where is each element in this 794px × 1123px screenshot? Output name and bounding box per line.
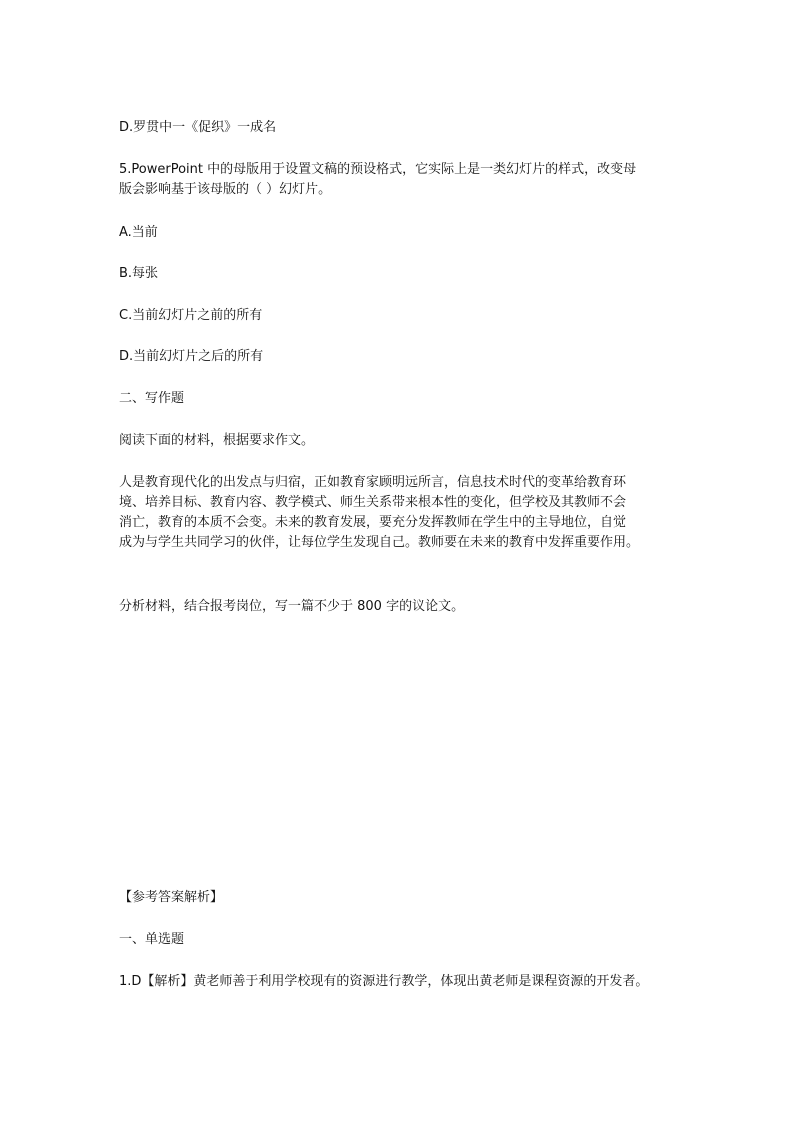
q5-stem-line: 版会影响基于该母版的（ ）幻灯片。 <box>119 182 332 197</box>
answers-section-title: 一、单选题 <box>119 932 185 947</box>
q5-option-b: B.每张 <box>119 266 159 281</box>
q5-stem-line: 5.PowerPoint 中的母版用于设置文稿的预设格式，它实际上是一类幻灯片的样式，改变母 <box>119 162 637 177</box>
answer-item-1: 1.D【解析】黄老师善于利用学校现有的资源进行教学，体现出黄老师是课程资源的开发者。 <box>119 974 649 989</box>
material-line: 成为与学生共同学习的伙伴，让每位学生发现自己。教师要在未来的教育中发挥重要作用。 <box>119 535 640 550</box>
material-line: 境、培养目标、教育内容、教学模式、师生关系带来根本性的变化，但学校及其教师不会 <box>119 495 627 510</box>
writing-material <box>119 473 699 553</box>
writing-section-title: 二、写作题 <box>119 391 185 406</box>
q5-option-c: C.当前幻灯片之前的所有 <box>119 308 263 323</box>
writing-instruction: 阅读下面的材料，根据要求作文。 <box>119 433 315 448</box>
answers-heading: 【参考答案解析】 <box>119 890 224 905</box>
material-line: 消亡，教育的本质不会变。未来的教育发展，要充分发挥教师在学生中的主导地位，自觉 <box>119 515 627 530</box>
q5-stem <box>119 160 699 200</box>
q4-option-d: D.罗贯中一《促织》一成名 <box>119 120 277 135</box>
material-line: 人是教育现代化的出发点与归宿，正如教育家顾明远所言，信息技术时代的变革给教育环 <box>119 475 627 490</box>
q5-option-d: D.当前幻灯片之后的所有 <box>119 349 264 364</box>
writing-requirement: 分析材料，结合报考岗位，写一篇不少于 800 字的议论文。 <box>119 599 465 614</box>
q5-option-a: A.当前 <box>119 225 158 240</box>
